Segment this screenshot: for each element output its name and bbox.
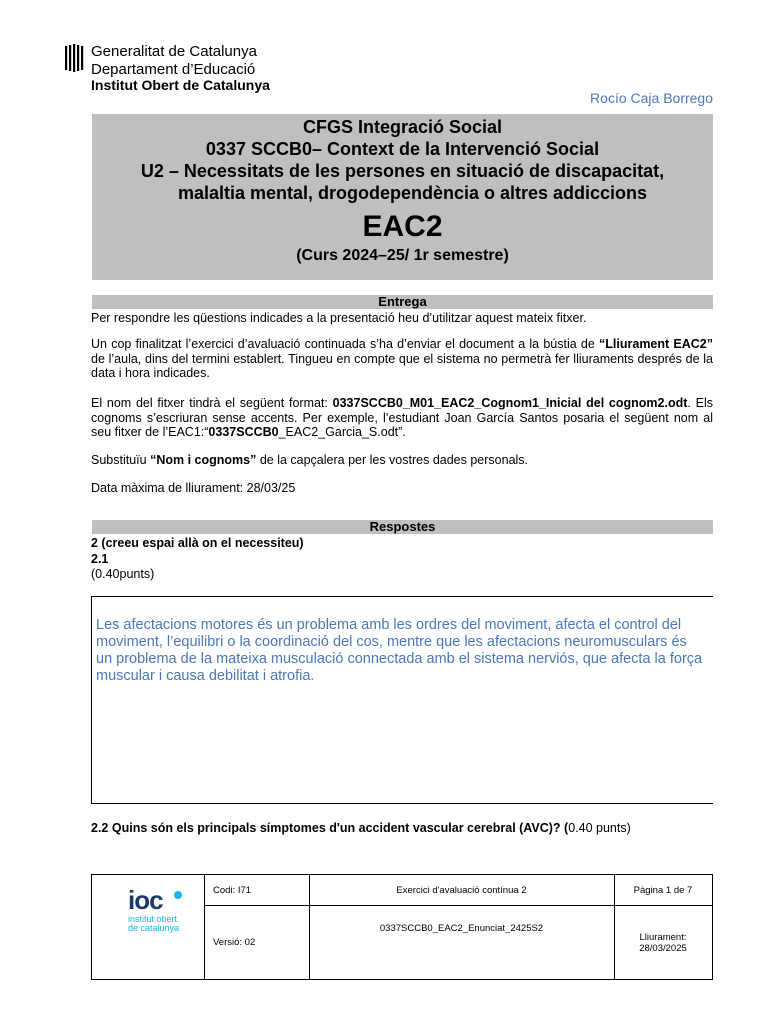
question-2-2: 2.2 Quins són els principals símptomes d'un accident vascular cerebral (AVC)? (0.40 punts): [91, 821, 631, 835]
ioc-logo-text: ioc: [128, 885, 163, 915]
entrega-paragraph-1: Per respondre les qüestions indicades a la presentació heu d’utilitzar aquest mateix fitxer.: [91, 311, 587, 325]
answer-2-1-box[interactable]: [91, 596, 713, 804]
respostes-heading: Respostes: [92, 520, 713, 534]
generalitat-logo-icon: [64, 44, 84, 72]
question-2-1-points: (0.40punts): [91, 567, 155, 581]
org-institute: Institut Obert de Catalunya: [91, 77, 270, 93]
footer-exercici: Exercici d'avaluació contínua 2: [396, 885, 527, 896]
deadline-text: Data màxima de lliurament: 28/03/25: [91, 481, 296, 495]
course-title: CFGS Integració Social: [302, 117, 503, 137]
entrega-paragraph-2: Un cop finalitzat l’exercici d’avaluació continuada s’ha d’enviar el document a la bústia de “Lliurament EAC2” de l’aula, dins del termini establert. Tingueu en compte que el sistema no permetrà fer lliuraments després de la data i hora indicades.: [91, 337, 713, 380]
org-name: Generalitat de Catalunya: [91, 43, 257, 60]
footer-lliurament: Lliurament: 28/03/2025: [639, 932, 687, 954]
footer-table: [91, 874, 713, 980]
course-year: (Curs 2024–25/ 1r semestre): [296, 247, 509, 264]
entrega-paragraph-3: El nom del fitxer tindrà el següent format: 0337SCCB0_M01_EAC2_Cognom1_Inicial del cognom2.odt. Els cognoms s’escriuran sense accents. Per exemple, l’estudiant Joan García Santos posaria el següent nom al seu fitxer de l’EAC1:“0337SCCB0_EAC2_Garcia_S.odt”.: [91, 396, 714, 439]
unit-title-line1: U2 – Necessitats de les persones en situació de discapacitat,: [140, 161, 665, 181]
author-name: Rocío Caja Borrego: [590, 90, 713, 106]
eac-title: EAC2: [362, 210, 443, 243]
footer-codi: Codi: I71: [213, 885, 252, 896]
org-department: Departament d’Educació: [91, 61, 256, 78]
footer-versio: Versió: 02: [213, 937, 256, 948]
question-2-1-number: 2.1: [91, 552, 109, 566]
question-2-heading: 2 (creeu espai allà on el necessiteu): [91, 536, 304, 550]
answer-2-1-text: Les afectacions motores és un problema amb les ordres del moviment, afecta el control del moviment, l’equilibri o la coordinació del cos, mentre que les afectacions neuromusculars és un problema de la mateixa musculació connectada amb el sistema nerviós, que afecta la força muscular i causa debilitat i atrofia.: [96, 617, 703, 684]
module-title: 0337 SCCB0– Context de la Intervenció Social: [205, 139, 600, 159]
ioc-logo-dot-icon: [174, 891, 182, 899]
unit-title-line2: malaltia mental, drogodependència o altres addiccions: [177, 183, 648, 203]
ioc-logo-sub1: institut obert: [128, 914, 178, 924]
ioc-logo-sub2: de catalunya: [128, 923, 180, 933]
entrega-paragraph-4: Substituïu “Nom i cognoms” de la capçalera per les vostres dades personals.: [91, 453, 529, 467]
footer-fitxer: 0337SCCB0_EAC2_Enunciat_2425S2: [379, 923, 544, 934]
title-block: [92, 114, 713, 280]
entrega-heading: Entrega: [92, 295, 713, 309]
ioc-logo: [128, 887, 198, 933]
footer-pagina: Pàgina 1 de 7: [633, 885, 693, 896]
